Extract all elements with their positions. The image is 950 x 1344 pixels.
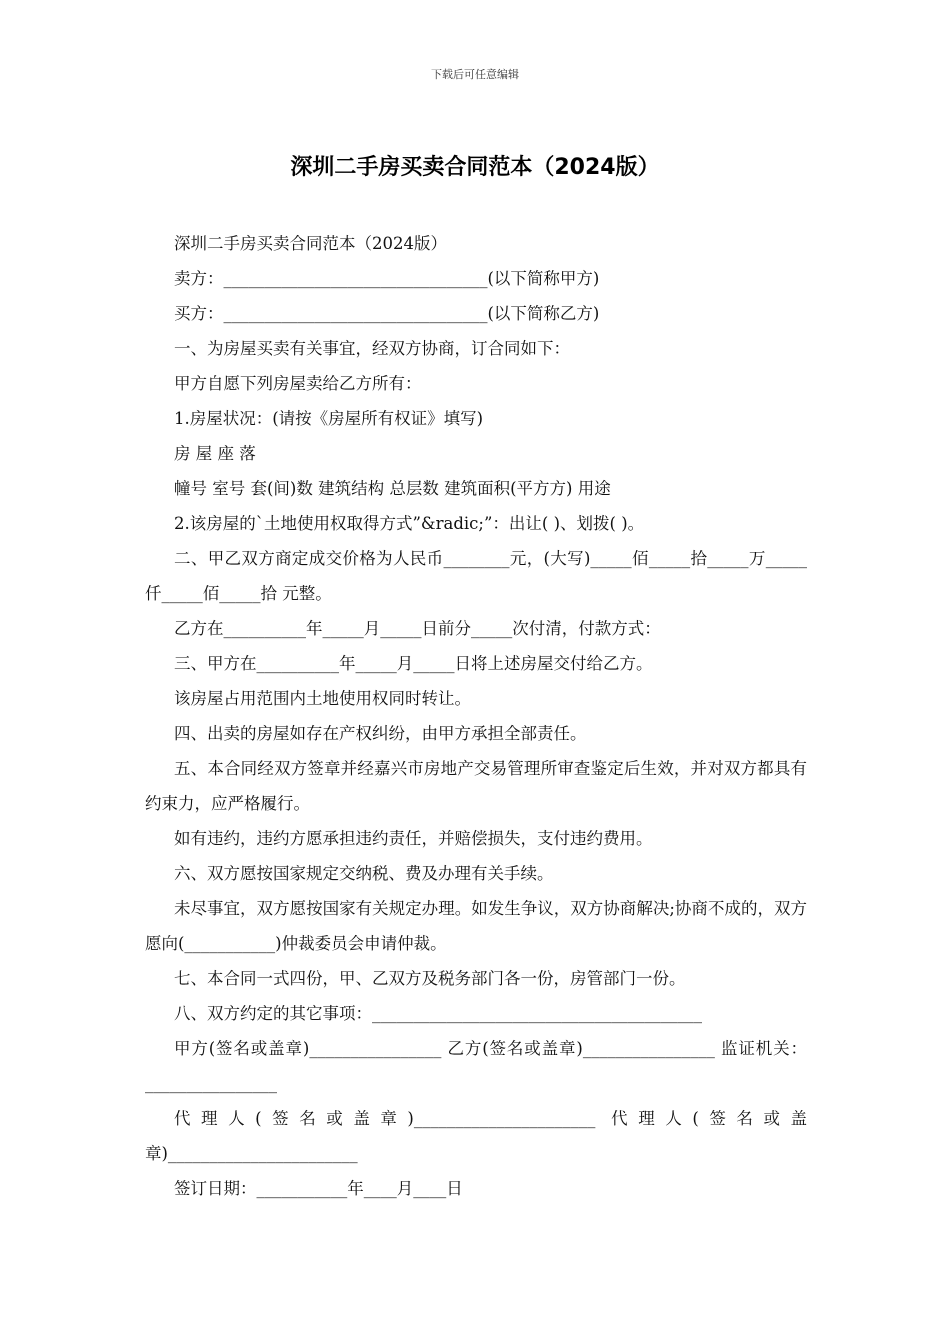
signature-parties-line: 甲方(签名或盖章)________________ 乙方(签名或盖章)________________ 监证机关：________________ — [145, 1039, 807, 1093]
clause-7-copies: 七、本合同一式四份，甲、乙双方及税务部门各一份，房管部门一份。 — [174, 969, 686, 988]
page-header-note: 下载后可任意编辑 — [431, 68, 519, 81]
document-title: 深圳二手房买卖合同范本（2024版） — [290, 155, 660, 180]
clause-2-price: 二、甲乙双方商定成交价格为人民币________元，(大写)_____佰_____拾_____万_____仟_____佰_____拾 元整。 — [145, 549, 807, 603]
clause-3-delivery: 三、甲方在__________年_____月_____日将上述房屋交付给乙方。 — [174, 654, 653, 673]
breach-line: 如有违约，违约方愿承担违约责任，并赔偿损失，支付违约费用。 — [174, 829, 653, 848]
document-body — [145, 226, 807, 1206]
clause-8-other: 八、双方约定的其它事项：________________________________________ — [174, 1004, 702, 1023]
clause-6-taxes: 六、双方愿按国家规定交纳税、费及办理有关手续。 — [174, 864, 554, 883]
clause-4-dispute: 四、出卖的房屋如存在产权纠纷，由甲方承担全部责任。 — [174, 724, 587, 743]
seller-line: 卖方：________________________________(以下简称甲方) — [174, 269, 600, 288]
land-transfer-line: 该房屋占用范围内土地使用权同时转让。 — [174, 689, 471, 708]
clause-5-effect: 五、本合同经双方签章并经嘉兴市房地产交易管理所审查鉴定后生效，并对双方都具有约束力，应严格履行。 — [145, 759, 807, 813]
land-use-right-line: 2.该房屋的`土地使用权取得方式”&radic;”：出让( )、划拨( )。 — [174, 514, 645, 533]
buyer-line: 买方：________________________________(以下简称乙方) — [174, 304, 600, 323]
house-location-line: 房 屋 座 落 — [174, 444, 256, 463]
arbitration-line: 未尽事宜，双方愿按国家有关规定办理。如发生争议，双方协商解决;协商不成的，双方愿向(___________)仲裁委员会申请仲裁。 — [145, 899, 807, 953]
house-status-line: 1.房屋状况：(请按《房屋所有权证》填写) — [174, 409, 484, 428]
signing-date-line: 签订日期：___________年____月____日 — [174, 1179, 463, 1198]
clause-1-intro: 甲方自愿下列房屋卖给乙方所有： — [174, 374, 422, 393]
signature-agents-line: 代理人(签名或盖章)______________________ 代理人(签名或盖章)_______________________ — [145, 1109, 807, 1163]
clause-1-heading: 一、为房屋买卖有关事宜，经双方协商，订合同如下： — [174, 339, 570, 358]
subtitle-paragraph: 深圳二手房买卖合同范本（2024版） — [174, 234, 447, 253]
payment-line: 乙方在__________年_____月_____日前分_____次付清，付款方式： — [174, 619, 661, 638]
house-details-header: 幢号 室号 套(间)数 建筑结构 总层数 建筑面积(平方方) 用途 — [174, 479, 611, 498]
